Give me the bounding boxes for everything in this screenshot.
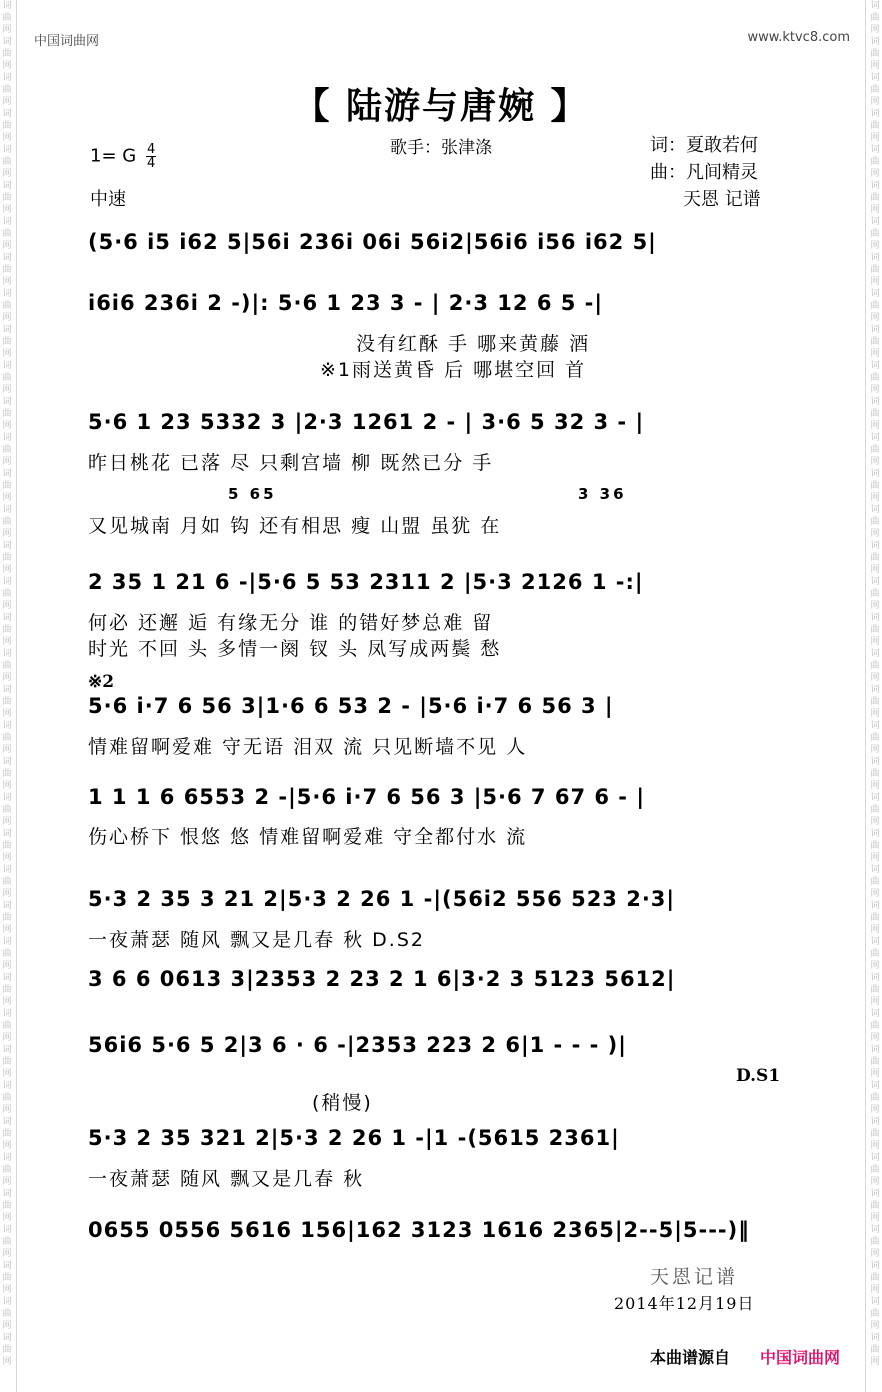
side-watermark-text: 词曲网 [2, 721, 12, 755]
side-watermark-text: 词曲网 [2, 1009, 12, 1043]
ds1-mark: D.S1 [736, 1066, 781, 1086]
score-row-8: 3 6 6 0613 3|2353 2 23 2 1 6|3·2 3 5123 5612| [88, 967, 676, 991]
score-row-5: 5·6 i·7 6 56 3|1·6 6 53 2 - |5·6 i·7 6 56 3 | [88, 694, 614, 718]
score-row-1: (5·6 i5 i62 5|56i 236i 06i 56i2|56i6 i56 i62 5| [88, 230, 657, 254]
side-watermark-text: 词曲网 [2, 289, 12, 323]
lyric-row-4b: 时光 不回 头 多情一阕 钗 头 凤写成两鬓 愁 [88, 638, 502, 660]
side-watermark-text: 词曲网 [870, 505, 880, 539]
score-row-10: 5·3 2 35 321 2|5·3 2 26 1 -|1 -(5615 2361| [88, 1126, 620, 1150]
lyric-row-2b: ※1雨送黄昏 后 哪堪空回 首 [320, 359, 587, 381]
side-watermark-text: 词曲网 [2, 901, 12, 935]
side-watermark-text: 词曲网 [870, 73, 880, 107]
side-watermark-text: 词曲网 [870, 1261, 880, 1295]
side-watermark-text: 词曲网 [870, 1225, 880, 1259]
side-watermark-text: 词曲网 [870, 649, 880, 683]
composer: 曲：凡间精灵 [650, 162, 758, 183]
side-watermark-text: 词曲网 [2, 1045, 12, 1079]
time-signature [146, 143, 156, 170]
side-border-left [16, 0, 17, 1392]
transcriber: 天恩 记谱 [683, 189, 761, 210]
lyric-row-3a: 昨日桃花 已落 尽 只剩宫墙 柳 既然已分 手 [88, 452, 494, 474]
side-watermark-text: 词曲网 [2, 577, 12, 611]
side-watermark-text: 词曲网 [870, 1045, 880, 1079]
side-watermark-text: 词曲网 [2, 1333, 12, 1367]
score-row-9: 56i6 5·6 5 2|3 6 · 6 -|2353 223 2 6|1 - - - )| [88, 1033, 627, 1057]
side-watermark-text: 词曲网 [2, 829, 12, 863]
side-watermark-text: 词曲网 [2, 73, 12, 107]
side-watermark-text: 词曲网 [2, 1297, 12, 1331]
side-watermark-text: 词曲网 [870, 685, 880, 719]
side-watermark-text: 词曲网 [2, 685, 12, 719]
side-watermark-text: 词曲网 [2, 505, 12, 539]
time-bottom: 4 [146, 156, 156, 171]
side-watermark-left [0, 0, 14, 1392]
side-watermark-text: 词曲网 [870, 145, 880, 179]
side-watermark-text: 词曲网 [870, 937, 880, 971]
side-watermark-text: 词曲网 [870, 289, 880, 323]
side-watermark-text: 词曲网 [870, 181, 880, 215]
side-watermark-text: 词曲网 [870, 253, 880, 287]
lyric-row-7: 一夜萧瑟 随风 飘又是几春 秋 D.S2 [88, 929, 425, 951]
side-watermark-text: 词曲网 [870, 1333, 880, 1367]
side-watermark-text: 词曲网 [870, 757, 880, 791]
side-watermark-text: 词曲网 [870, 901, 880, 935]
song-title: 【 陆游与唐婉 】 [293, 86, 589, 127]
side-watermark-text: 词曲网 [2, 253, 12, 287]
side-watermark-text: 词曲网 [870, 1081, 880, 1115]
side-watermark-text: 词曲网 [2, 361, 12, 395]
side-watermark-text: 词曲网 [870, 577, 880, 611]
lyric-row-5: 情难留啊爱难 守无语 泪双 流 只见断墙不见 人 [88, 736, 528, 758]
side-watermark-text: 词曲网 [2, 469, 12, 503]
date: 2014年12月19日 [614, 1294, 755, 1313]
side-watermark-text: 词曲网 [870, 613, 880, 647]
lyric-row-6: 伤心桥下 恨悠 悠 情难留啊爱难 守全都付水 流 [88, 826, 528, 848]
side-watermark-text: 词曲网 [2, 145, 12, 179]
side-watermark-text: 词曲网 [2, 541, 12, 575]
side-watermark-text: 词曲网 [2, 1261, 12, 1295]
lyric-row-10: 一夜萧瑟 随风 飘又是几春 秋 [88, 1168, 365, 1190]
segno-2: ※2 [88, 672, 115, 692]
side-watermark-text: 词曲网 [2, 613, 12, 647]
side-watermark-text: 词曲网 [870, 109, 880, 143]
side-watermark-text: 词曲网 [870, 325, 880, 359]
side-watermark-text: 词曲网 [2, 865, 12, 899]
side-watermark-text: 词曲网 [870, 1, 880, 35]
side-watermark-text: 词曲网 [870, 793, 880, 827]
lyricist: 词：夏敢若何 [650, 135, 758, 156]
side-watermark-text: 词曲网 [2, 973, 12, 1007]
signature: 天恩记谱 [650, 1266, 739, 1288]
side-watermark-text: 词曲网 [870, 361, 880, 395]
score-row-3: 5·6 1 23 5332 3 |2·3 1261 2 - | 3·6 5 32 3 - | [88, 410, 645, 434]
tempo: 中速 [90, 189, 126, 210]
key-signature [90, 143, 156, 170]
lyric-row-4a: 何必 还邂 逅 有缘无分 谁 的错好梦总难 留 [88, 612, 494, 634]
site-name[interactable]: 中国词曲网 [34, 34, 100, 49]
tempo-note: (稍慢) [312, 1092, 373, 1114]
side-watermark-text: 词曲网 [2, 1189, 12, 1223]
side-watermark-text: 词曲网 [870, 1189, 880, 1223]
side-watermark-text: 词曲网 [870, 1297, 880, 1331]
side-watermark-text: 词曲网 [2, 37, 12, 71]
score-row-4: 2 35 1 21 6 -|5·6 5 53 2311 2 |5·3 2126 1 -:| [88, 570, 644, 594]
variant-notes-1: 5 65 [228, 485, 277, 503]
side-watermark-text: 词曲网 [2, 109, 12, 143]
side-watermark-text: 词曲网 [2, 397, 12, 431]
side-watermark-text: 词曲网 [870, 541, 880, 575]
side-watermark-text: 词曲网 [870, 433, 880, 467]
side-watermark-text: 词曲网 [870, 721, 880, 755]
side-watermark-text: 词曲网 [870, 1009, 880, 1043]
lyric-row-2a: 没有红酥 手 哪来黄藤 酒 [356, 333, 591, 355]
side-watermark-text: 词曲网 [2, 757, 12, 791]
side-watermark-text: 词曲网 [870, 1117, 880, 1151]
site-url[interactable]: www.ktvc8.com [747, 30, 850, 45]
side-watermark-text: 词曲网 [870, 37, 880, 71]
side-watermark-text: 词曲网 [2, 1117, 12, 1151]
side-watermark-text: 词曲网 [2, 1, 12, 35]
lyric-row-3b: 又见城南 月如 钩 还有相思 瘦 山盟 虽犹 在 [88, 515, 502, 537]
score-row-2: i6i6 236i 2 -)|: 5·6 1 23 3 - | 2·3 12 6 5 -| [88, 291, 604, 315]
score-row-6: 1 1 1 6 6553 2 -|5·6 i·7 6 56 3 |5·6 7 67 6 - | [88, 785, 646, 809]
side-border-right [865, 0, 866, 1392]
side-watermark-text: 词曲网 [870, 973, 880, 1007]
side-watermark-text: 词曲网 [2, 433, 12, 467]
score-row-7: 5·3 2 35 3 21 2|5·3 2 26 1 -|(56i2 556 523 2·3| [88, 887, 676, 911]
side-watermark-text: 词曲网 [870, 865, 880, 899]
side-watermark-text: 词曲网 [2, 1081, 12, 1115]
side-watermark-text: 词曲网 [870, 469, 880, 503]
side-watermark-text: 词曲网 [2, 937, 12, 971]
side-watermark-text: 词曲网 [2, 181, 12, 215]
side-watermark-text: 词曲网 [2, 1225, 12, 1259]
variant-notes-2: 3 36 [578, 485, 627, 503]
footer-site-link[interactable]: 中国词曲网 [760, 1348, 841, 1367]
side-watermark-text: 词曲网 [870, 829, 880, 863]
side-watermark-text: 词曲网 [2, 793, 12, 827]
side-watermark-text: 词曲网 [870, 217, 880, 251]
footer-source-label: 本曲谱源自 [650, 1348, 731, 1367]
singer: 歌手：张津涤 [390, 138, 492, 158]
side-watermark-text: 词曲网 [870, 397, 880, 431]
side-watermark-text: 词曲网 [2, 1153, 12, 1187]
time-top: 4 [146, 142, 156, 157]
side-watermark-text: 词曲网 [870, 1153, 880, 1187]
side-watermark-text: 词曲网 [2, 325, 12, 359]
score-row-11: 0655 0556 5616 156|162 3123 1616 2365|2--5|5---)‖ [88, 1218, 750, 1242]
side-watermark-text: 词曲网 [2, 217, 12, 251]
side-watermark-text: 词曲网 [2, 649, 12, 683]
side-watermark-right [868, 0, 882, 1392]
key-label: 1= G [90, 145, 137, 167]
